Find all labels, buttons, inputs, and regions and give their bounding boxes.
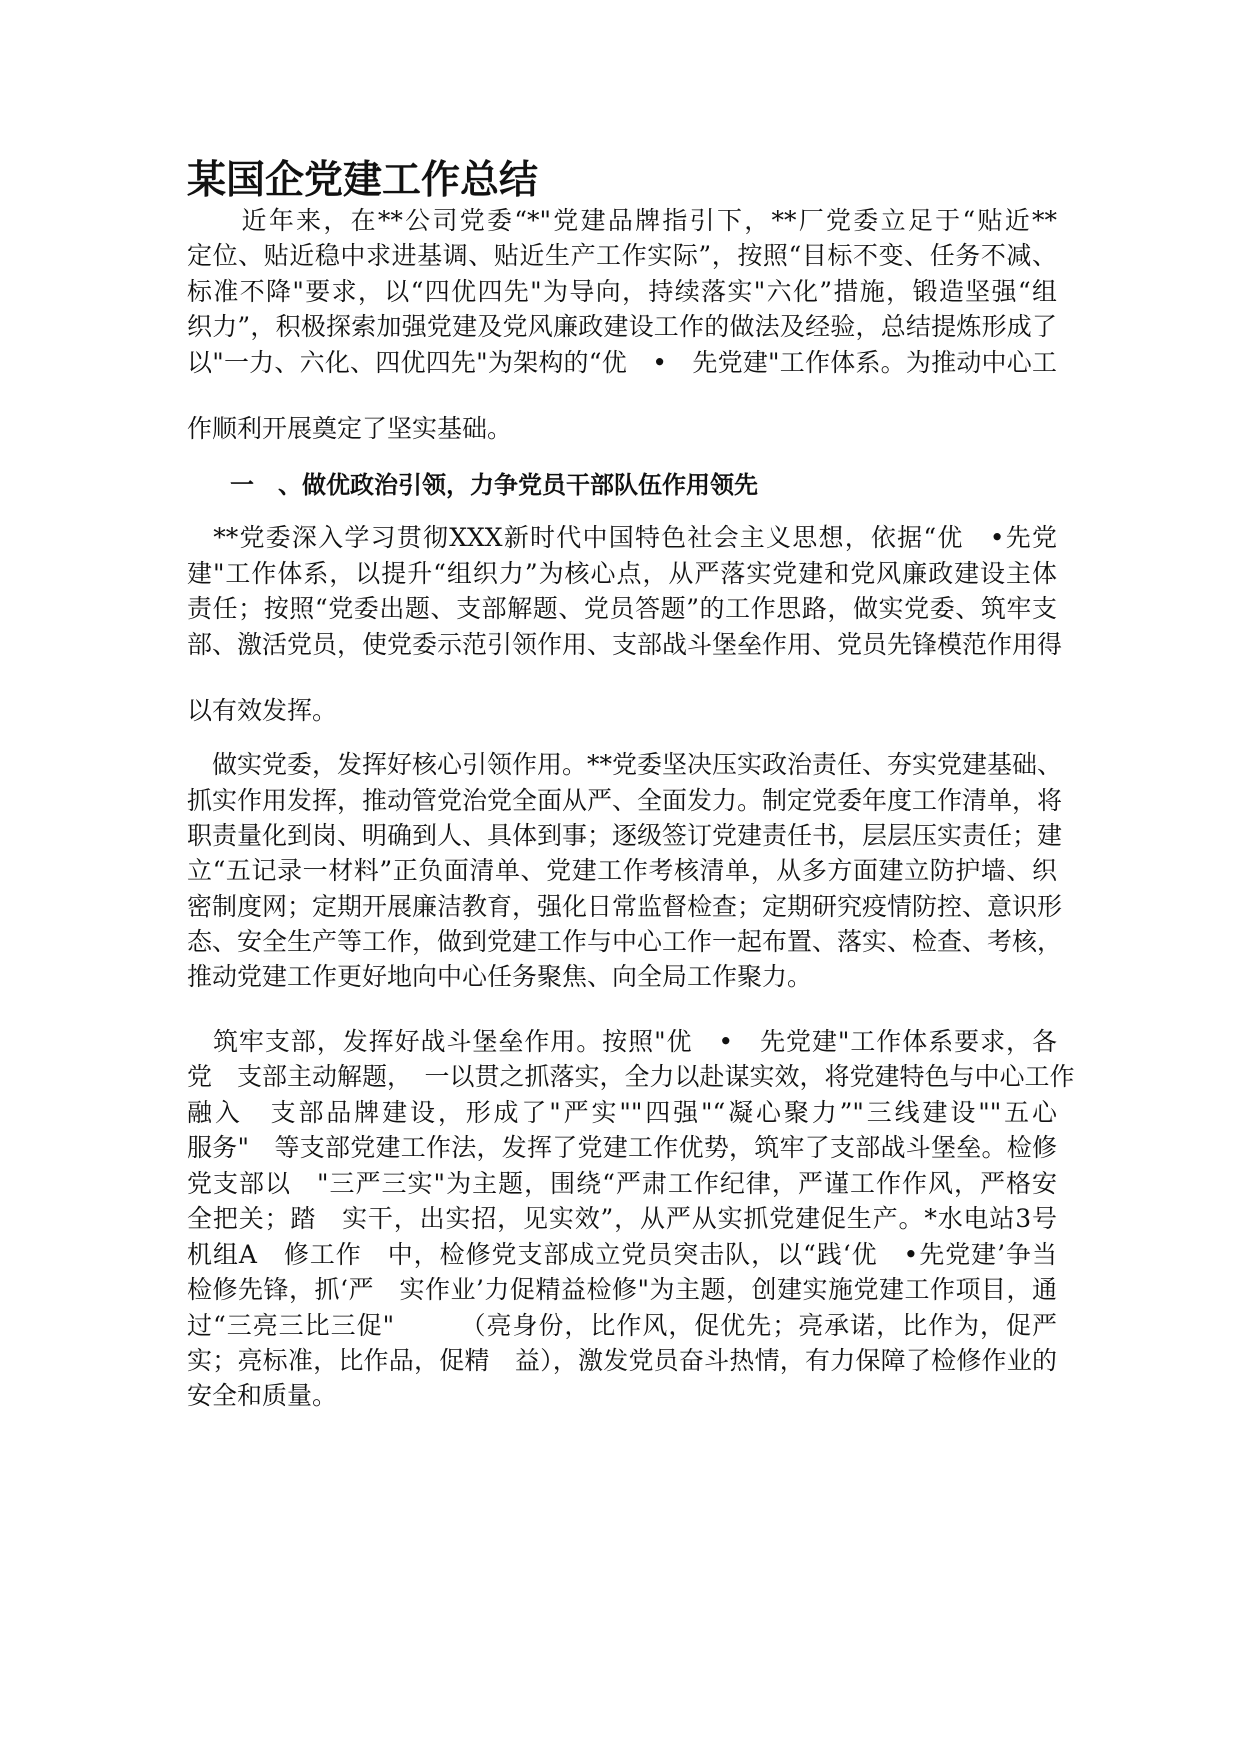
paragraph-line: 安全和质量。 xyxy=(187,1381,338,1410)
paragraph-line: 职责量化到岗、明确到人、具体到事；逐级签订党建责任书，层层压实责任；建 xyxy=(187,821,1063,850)
intro-line: 织力”，积极探索加强党建及党风廉政建设工作的做法及经验，总结提炼形成了 xyxy=(187,312,1057,341)
intro-line: 定位、贴近稳中求进基调、贴近生产工作实际”，按照“目标不变、任务不减、 xyxy=(187,241,1057,270)
paragraph-line: **党委深入学习贯彻XXX新时代中国特色社会主义思想，依据“优 •先党 xyxy=(187,523,1057,552)
paragraph-line: 态、安全生产等工作，做到党建工作与中心工作一起布置、落实、检查、考核， xyxy=(187,927,1063,956)
paragraph-line: 筑牢支部，发挥好战斗堡垒作用。按照"优 • 先党建"工作体系要求，各 xyxy=(187,1027,1057,1056)
intro-line: 作顺利开展奠定了坚实基础。 xyxy=(187,414,513,443)
paragraph-line: 党支部以 "三严三实"为主题，围绕“严肃工作纪律，严谨工作作风，严格安 xyxy=(187,1169,1057,1198)
intro-line: 以"一力、六化、四优四先"为架构的“优 • 先党建"工作体系。为推动中心工 xyxy=(187,348,1057,377)
paragraph-line: 抓实作用发挥，推动管党治党全面从严、全面发力。制定党委年度工作清单，将 xyxy=(187,786,1063,815)
paragraph-line: 机组A 修工作 中，检修党支部成立党员突击队，以“践‘优 •先党建’争当 xyxy=(187,1240,1057,1269)
paragraph-line: 做实党委，发挥好核心引领作用。**党委坚决压实政治责任、夯实党建基础、 xyxy=(187,750,1063,779)
paragraph-line: 实；亮标准，比作品，促精 益），激发党员奋斗热情，有力保障了检修作业的 xyxy=(187,1346,1057,1375)
paragraph-line: 融入 支部品牌建设，形成了"严实""四强"“凝心聚力”"三线建设""五心 xyxy=(187,1098,1057,1127)
paragraph-line: 责任；按照“党委出题、支部解题、党员答题”的工作思路，做实党委、筑牢支 xyxy=(187,594,1057,623)
paragraph-line: 立“五记录一材料”正负面清单、党建工作考核清单，从多方面建立防护墙、织 xyxy=(187,856,1057,885)
paragraph-line: 全把关；踏 实干，出实招，见实效”，从严从实抓党建促生产。*水电站3号 xyxy=(187,1204,1057,1233)
paragraph-line: 以有效发挥。 xyxy=(187,696,338,725)
section-heading: 一 、做优政治引领，力争党员干部队伍作用领先 xyxy=(230,471,758,499)
paragraph-line: 检修先锋，抓‘严 实作业’力促精益检修"为主题，创建实施党建工作项目，通 xyxy=(187,1275,1057,1304)
intro-line: 标准不降"要求，以“四优四先"为导向，持续落实"六化”措施，锻造坚强“组 xyxy=(187,277,1057,306)
paragraph-line: 推动党建工作更好地向中心任务聚焦、向全局工作聚力。 xyxy=(187,962,813,991)
paragraph-line: 过“三亮三比三促" （亮身份，比作风，促优先；亮承诺，比作为，促严 xyxy=(187,1311,1057,1340)
paragraph-line: 服务" 等支部党建工作法，发挥了党建工作优势，筑牢了支部战斗堡垒。检修 xyxy=(187,1133,1057,1162)
intro-line: 近年来，在**公司党委“*"党建品牌指引下，**厂党委立足于“贴近** xyxy=(187,206,1057,235)
paragraph-line: 党 支部主动解题， 一以贯之抓落实，全力以赴谋实效，将党建特色与中心工作 xyxy=(187,1062,1075,1091)
paragraph-line: 建"工作体系，以提升“组织力”为核心点，从严落实党建和党风廉政建设主体 xyxy=(187,559,1057,588)
paragraph-line: 密制度网；定期开展廉洁教育，强化日常监督检查；定期研究疫情防控、意识形 xyxy=(187,892,1063,921)
document-title: 某国企党建工作总结 xyxy=(187,158,539,203)
paragraph-line: 部、激活党员，使党委示范引领作用、支部战斗堡垒作用、党员先锋模范作用得 xyxy=(187,630,1063,659)
